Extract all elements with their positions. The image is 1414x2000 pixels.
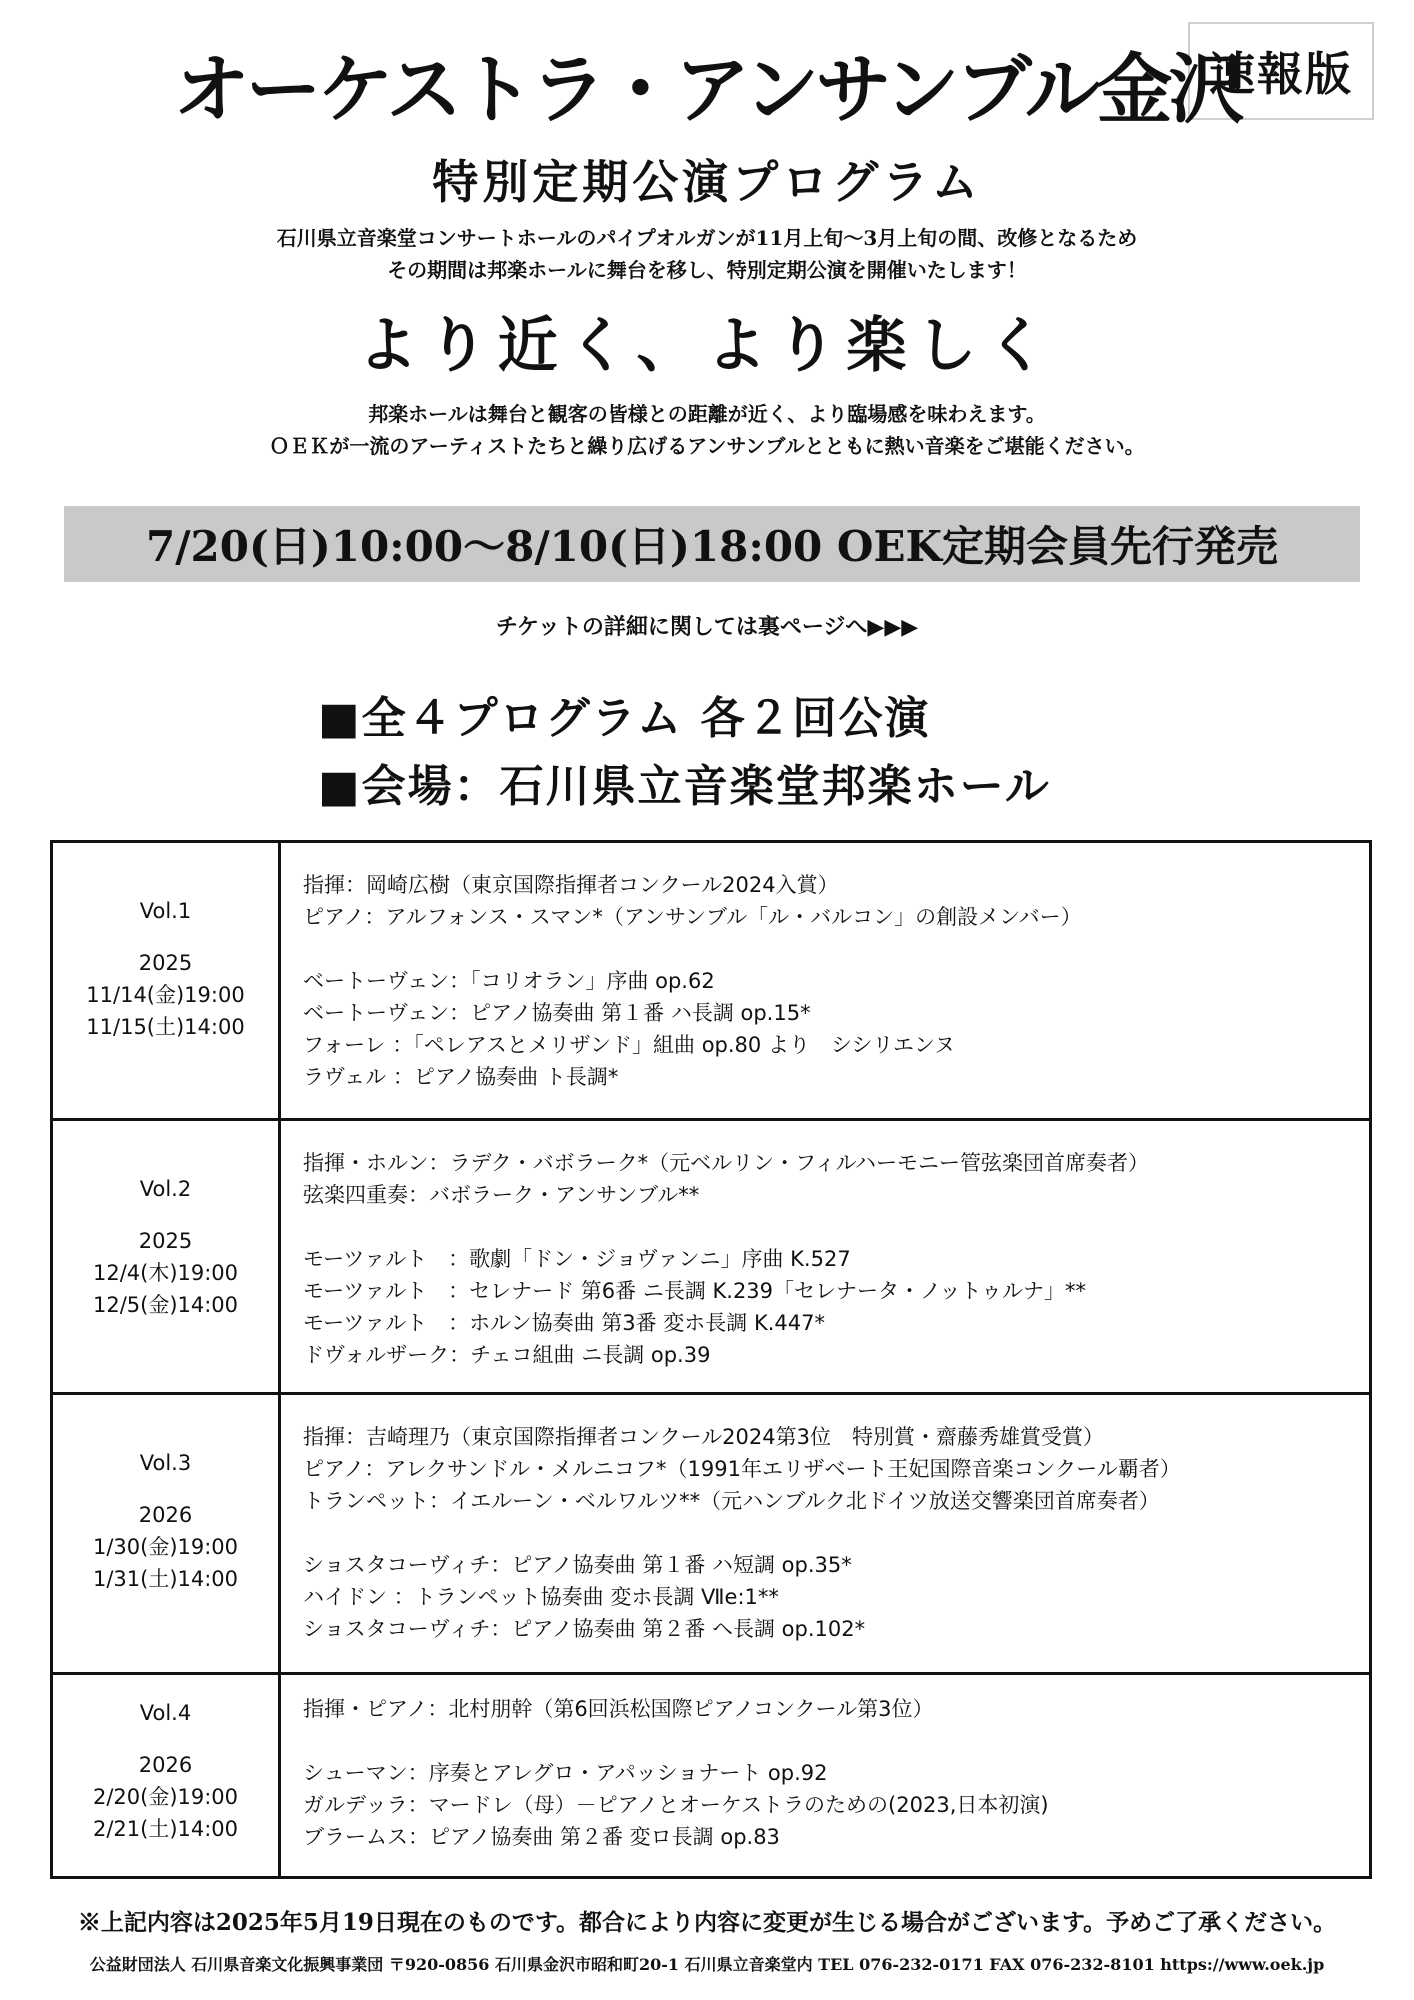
flash-edition-badge: 速報版 xyxy=(1188,22,1374,120)
program-detail-cell xyxy=(280,1120,1371,1394)
work-line: シューマン：序奏とアレグロ・アパッショナート op.92 xyxy=(303,1761,828,1785)
program-count: ■全４プログラム 各２回公演 xyxy=(318,693,931,744)
orchestra-title: オーケストラ・アンサンブル金沢 xyxy=(173,45,1241,134)
work-line: ガルデッラ：マードレ（母）－ピアノとオーケストラのための(2023,日本初演) xyxy=(303,1793,1049,1817)
work-line: モーツァルト ：セレナード 第6番 ニ長調 K.239「セレナータ・ノットゥルナ」** xyxy=(303,1279,1087,1303)
program-row xyxy=(52,1394,1371,1674)
venue: ■会場：石川県立音楽堂邦楽ホール xyxy=(318,761,1051,812)
program-dates xyxy=(53,1749,278,1845)
work-line: ブラームス：ピアノ協奏曲 第２番 変ロ長調 op.83 xyxy=(303,1825,780,1849)
work-line: モーツァルト ：歌劇「ドン・ジョヴァンニ」序曲 K.527 xyxy=(303,1247,851,1271)
program-date: 12/4(木)19:00 xyxy=(92,1261,239,1285)
program-vol: Vol.3 xyxy=(139,1451,192,1475)
program-subtitle: 特別定期公演プログラム xyxy=(432,155,982,209)
performer-line: 指揮：岡崎広樹（東京国際指揮者コンクール2024入賞） xyxy=(303,873,839,897)
presale-banner: 7/20(日)10:00〜8/10(日)18:00 OEK定期会員先行発売 xyxy=(64,506,1360,582)
performer-line: 弦楽四重奏：バボラーク・アンサンブル** xyxy=(303,1183,700,1207)
program-date-cell xyxy=(52,1120,280,1394)
intro-line: その期間は邦楽ホールに舞台を移し、特別定期公演を開催いたします！ xyxy=(387,258,1027,282)
program-year: 2025 xyxy=(138,1229,193,1253)
performer-line: 指揮・ピアノ：北村朋幹（第6回浜松国際ピアノコンクール第3位） xyxy=(303,1697,934,1721)
description-text xyxy=(0,398,1414,462)
work-line: ベートーヴェン：ピアノ協奏曲 第１番 ハ長調 op.15* xyxy=(303,1001,811,1025)
program-detail-cell xyxy=(280,1674,1371,1878)
program-date-cell xyxy=(52,1674,280,1878)
program-year: 2026 xyxy=(138,1753,193,1777)
footer-note: ※上記内容は2025年5月19日現在のものです。都合により内容に変更が生じる場合がございます。予めご了承ください。 xyxy=(77,1909,1337,1936)
description-line: 邦楽ホールは舞台と観客の皆様との距離が近く、より臨場感を味わえます。 xyxy=(368,402,1046,426)
work-line: ショスタコーヴィチ：ピアノ協奏曲 第２番 ヘ長調 op.102* xyxy=(303,1617,866,1641)
program-vol: Vol.2 xyxy=(139,1177,192,1201)
intro-text xyxy=(0,222,1414,286)
work-line: ショスタコーヴィチ：ピアノ協奏曲 第１番 ハ短調 op.35* xyxy=(303,1553,852,1577)
performer-line: ピアノ：アルフォンス・スマン*（アンサンブル「ル・バルコン」の創設メンバー） xyxy=(303,905,1082,929)
program-vol: Vol.1 xyxy=(139,899,192,923)
work-line: ハイドン ：トランペット協奏曲 変ホ長調 Ⅶe:1** xyxy=(303,1585,779,1609)
program-date: 2/21(土)14:00 xyxy=(92,1817,239,1841)
program-row xyxy=(52,842,1371,1120)
program-row xyxy=(52,1674,1371,1878)
work-line: ラヴェル ：ピアノ協奏曲 ト長調* xyxy=(303,1065,619,1089)
program-detail-cell xyxy=(280,1394,1371,1674)
program-dates xyxy=(53,1225,278,1321)
program-date: 11/15(土)14:00 xyxy=(86,1015,245,1039)
program-year: 2026 xyxy=(138,1503,193,1527)
performer-line: ピアノ：アレクサンドル・メルニコフ*（1991年エリザベート王妃国際音楽コンクール覇者） xyxy=(303,1457,1181,1481)
work-line: ベートーヴェン：「コリオラン」序曲 op.62 xyxy=(303,969,715,993)
program-date: 1/30(金)19:00 xyxy=(92,1535,239,1559)
program-date-cell xyxy=(52,842,280,1120)
program-row xyxy=(52,1120,1371,1394)
program-detail-cell xyxy=(280,842,1371,1120)
performer-line: 指揮：吉崎理乃（東京国際指揮者コンクール2024第3位 特別賞・齋藤秀雄賞受賞） xyxy=(303,1425,1104,1449)
description-line: ＯＥＫが一流のアーティストたちと繰り広げるアンサンブルとともに熱い音楽をご堪能ください。 xyxy=(269,434,1145,458)
work-line: フォーレ ：「ペレアスとメリザンド」組曲 op.80 より シシリエンヌ xyxy=(303,1033,956,1057)
footer-organization: 公益財団法人 石川県音楽文化振興事業団 〒920-0856 石川県金沢市昭和町20-1 石川県立音楽堂内 TEL 076-232-0171 FAX 076-232-8101 https://www.oek.jp xyxy=(89,1955,1325,1974)
program-date: 11/14(金)19:00 xyxy=(86,983,245,1007)
intro-line: 石川県立音楽堂コンサートホールのパイプオルガンが11月上旬〜3月上旬の間、改修となるため xyxy=(276,226,1138,250)
program-vol: Vol.4 xyxy=(139,1701,192,1725)
performer-line: 指揮・ホルン：ラデク・バボラーク*（元ベルリン・フィルハーモニー管弦楽団首席奏者） xyxy=(303,1151,1149,1175)
program-date-cell xyxy=(52,1394,280,1674)
program-date: 1/31(土)14:00 xyxy=(92,1567,239,1591)
ticket-note[interactable]: チケットの詳細に関しては裏ページへ▶▶▶ xyxy=(495,614,919,640)
program-dates xyxy=(53,1499,278,1595)
program-date: 12/5(金)14:00 xyxy=(92,1293,239,1317)
program-date: 2/20(金)19:00 xyxy=(92,1785,239,1809)
work-line: モーツァルト ：ホルン協奏曲 第3番 変ホ長調 K.447* xyxy=(303,1311,825,1335)
work-line: ドヴォルザーク：チェコ組曲 ニ長調 op.39 xyxy=(303,1343,711,1367)
program-year: 2025 xyxy=(138,951,193,975)
performer-line: トランペット：イエルーン・ベルワルツ**（元ハンブルク北ドイツ放送交響楽団首席奏者） xyxy=(303,1489,1160,1513)
program-dates xyxy=(53,947,278,1043)
catchphrase: より近く、より楽しく xyxy=(357,311,1057,381)
program-table xyxy=(50,840,1372,1879)
